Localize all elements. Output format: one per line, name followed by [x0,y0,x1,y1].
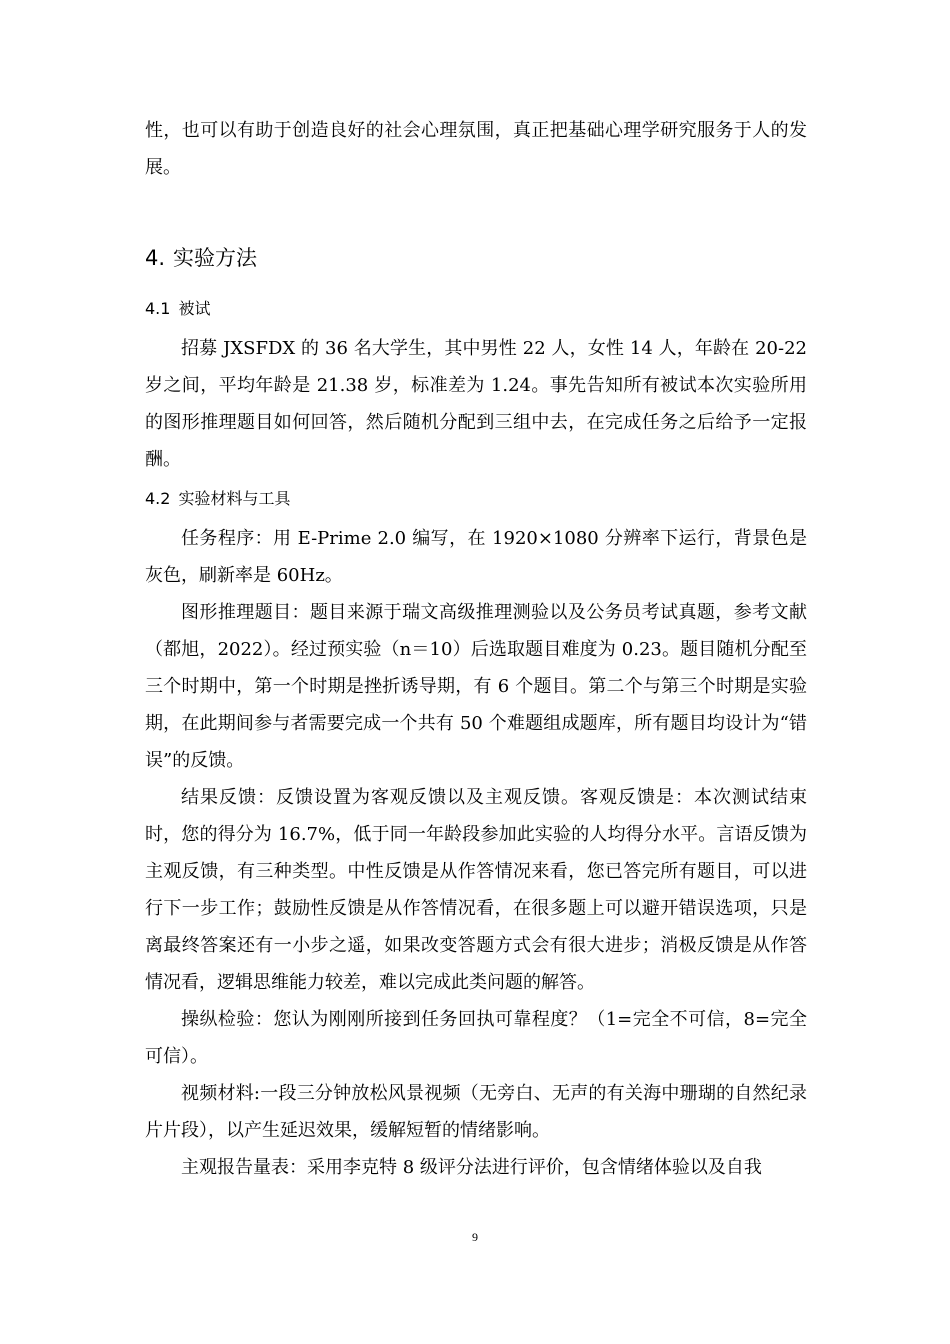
intro-continuation-paragraph: 性，也可以有助于创造良好的社会心理氛围，真正把基础心理学研究服务于人的发展。 [145,120,807,178]
page-content [145,112,807,1186]
reasoning-items-paragraph: 图形推理题目：题目来源于瑞文高级推理测验以及公务员考试真题，参考文献（都旭，2022）。经过预实验（n＝10）后选取题目难度为 0.23。题目随机分配至三个时期中，第一个时期是挫折诱导期，有 6 个题目。第二个与第三个时期是实验期，在此期间参与者需要完成一个共有 50 个难题组成题库，所有题目均设计为“错误”的反馈。 [145,602,807,771]
participants-paragraph: 招募 JXSFDX 的 36 名大学生，其中男性 22 人，女性 14 人，年龄在 20-22 岁之间，平均年龄是 21.38 岁，标准差为 1.24。事先告知所有被试本次实验所用的图形推理题目如何回答，然后随机分配到三组中去，在完成任务之后给予一定报酬。 [145,338,807,470]
subsection-title: 实验材料与工具 [178,489,291,508]
video-material-paragraph: 视频材料:一段三分钟放松风景视频（无旁白、无声的有关海中珊瑚的自然纪录片片段），以产生延迟效果，缓解短暂的情绪影响。 [145,1083,807,1141]
subsection-number: 4.2 [145,489,171,508]
section-number: 4. [145,246,166,270]
manipulation-check-paragraph: 操纵检验：您认为刚刚所接到任务回执可靠程度？（1=完全不可信，8=完全可信）。 [145,1009,807,1067]
task-program-paragraph: 任务程序：用 E-Prime 2.0 编写，在 1920×1080 分辨率下运行，背景色是灰色，刷新率是 60Hz。 [145,528,807,586]
section-title: 实验方法 [173,246,258,270]
subsection-heading-participants [145,294,807,324]
subjective-scale-paragraph: 主观报告量表：采用李克特 8 级评分法进行评价，包含情绪体验以及自我 [181,1157,762,1178]
section-heading [145,240,807,276]
subsection-heading-materials [145,484,807,514]
feedback-paragraph: 结果反馈：反馈设置为客观反馈以及主观反馈。客观反馈是：本次测试结束时，您的得分为 16.7%，低于同一年龄段参加此实验的人均得分水平。言语反馈为主观反馈，有三种类型。中性反馈是从作答情况来看，您已答完所有题目，可以进行下一步工作；鼓励性反馈是从作答情况看，在很多题上可以避开错误选项，只是离最终答案还有一小步之遥，如果改变答题方式会有很大进步；消极反馈是从作答情况看，逻辑思维能力较差，难以完成此类问题的解答。 [145,787,807,993]
subsection-number: 4.1 [145,299,171,318]
subsection-title: 被试 [178,299,211,318]
page-number: 9 [472,1230,478,1244]
